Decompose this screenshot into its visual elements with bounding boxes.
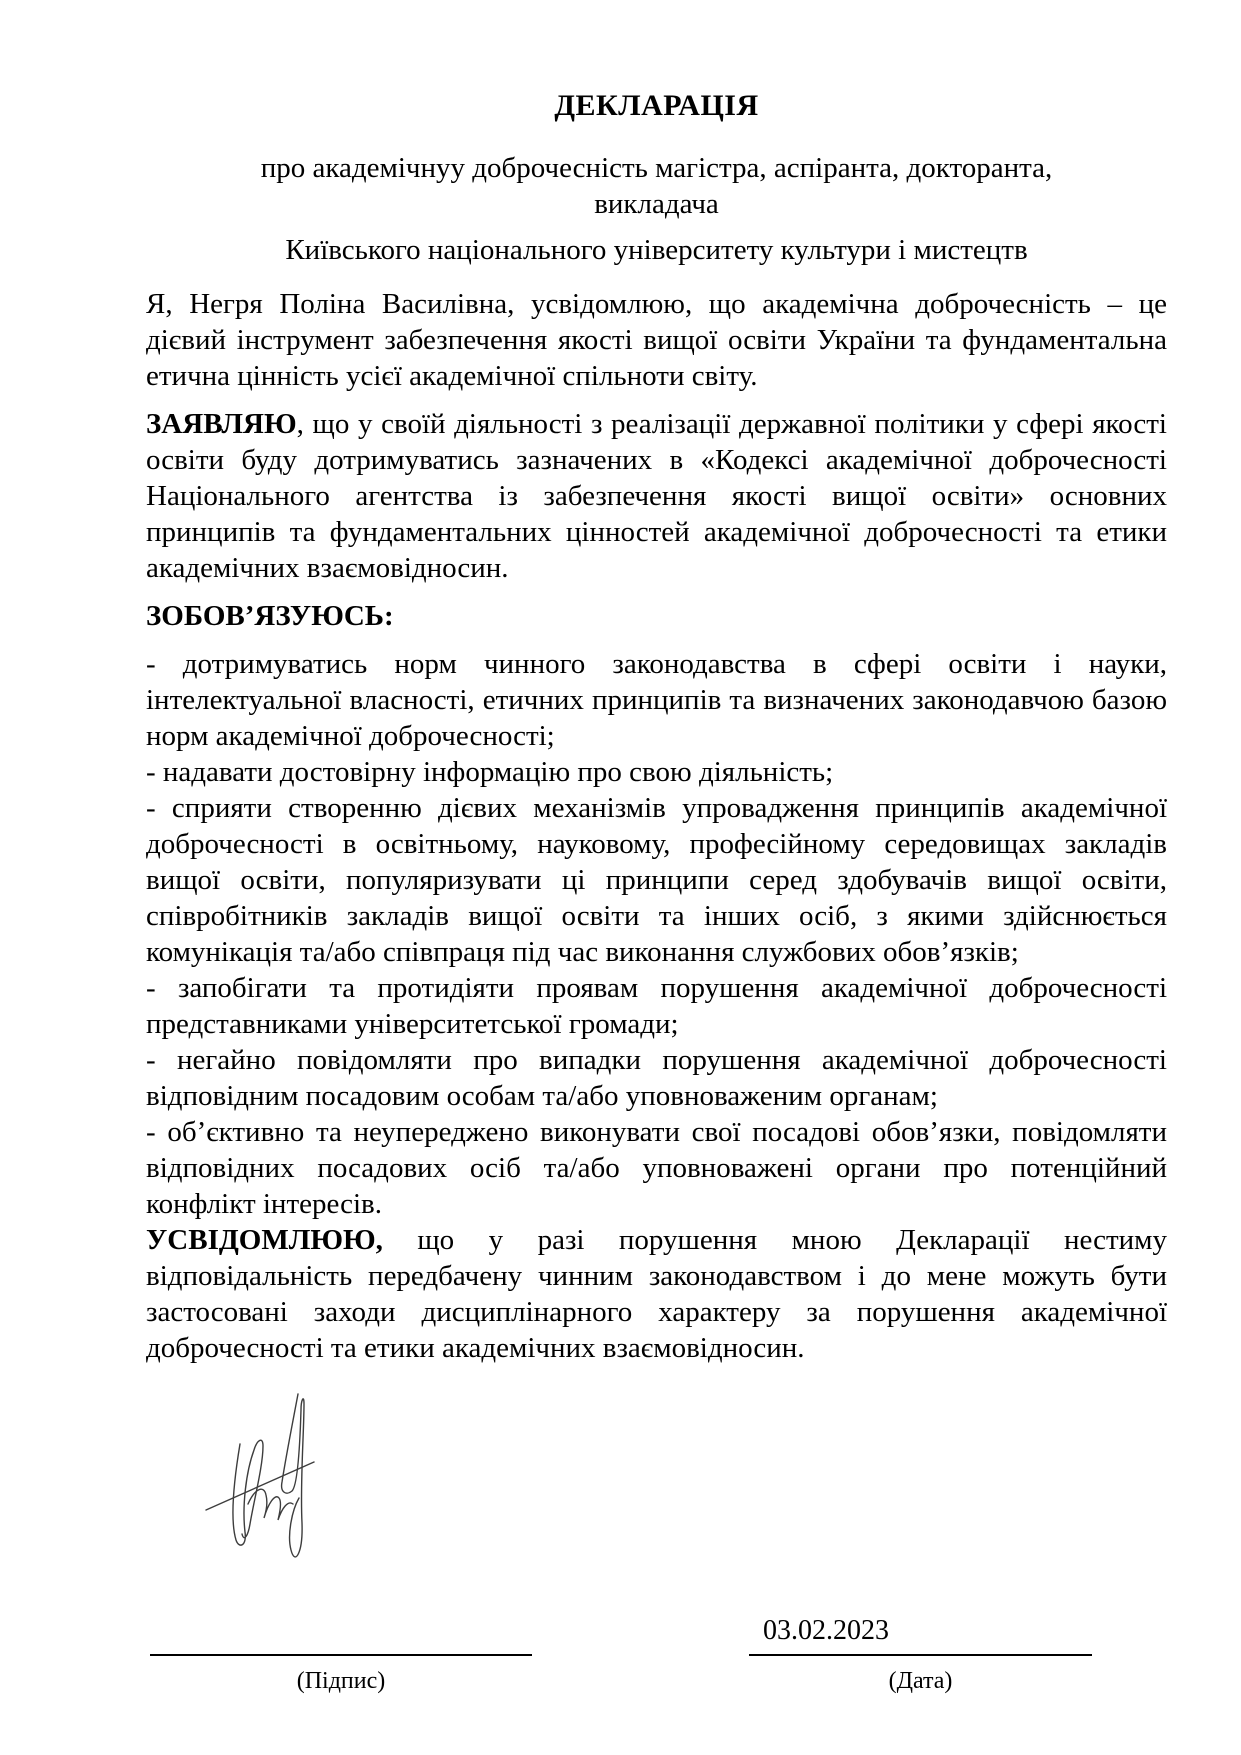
acknowledgement-paragraph xyxy=(146,1222,1167,1366)
obligation-item: - дотримуватись норм чинного законодавства в сфері освіти і науки, інтелектуальної власності, етичних принципів та визначених законодавчою базою норм академічної доброчесності; xyxy=(146,648,1167,752)
signature-line xyxy=(150,1654,532,1656)
obligation-item: - надавати достовірну інформацію про свою діяльність; xyxy=(146,756,834,788)
declare-paragraph xyxy=(146,406,1167,586)
obligation-item: - запобігати та протидіяти проявам порушення академічної доброчесності представниками університетської громади; xyxy=(146,972,1167,1040)
obligation-item: - сприяти створенню дієвих механізмів упровадження принципів академічної доброчесності в освітньому, науковому, професійному середовищах закладів вищої освіти, популяризувати ці принципи серед здобувачів вищої освіти, співробітників закладів вищої освіти та інших осіб, з якими здійснюється комунікація та/або співпраця під час виконання службових обов’язків; xyxy=(146,792,1167,968)
date-value: 03.02.2023 xyxy=(763,1615,889,1646)
intro-paragraph: Я, Негря Поліна Василівна, усвідомлюю, що академічна доброчесність – це дієвий інструмент забезпечення якості вищої освіти України та фундаментальна етична цінність усієї академічної спільноти світу. xyxy=(146,288,1167,392)
declare-text: , що у своїй діяльності з реалізації державної політики у сфері якості освіти буду дотримуватись зазначених в «Кодексі академічної доброчесності Національного агентства із забезпечення якості вищої освіти» основних принципів та фундаментальних цінностей академічної доброчесності та етики академічних взаємовідносин. xyxy=(146,408,1167,584)
obligation-item: - об’єктивно та неупереджено виконувати свої посадові обов’язки, повідомляти відповідних посадових осіб та/або уповноважені органи про потенційний конфлікт інтересів. xyxy=(146,1116,1167,1220)
acknowledgement-text: що у разі порушення мною Декларації нестиму відповідальність передбачену чинним законодавством і до мене можуть бути застосовані заходи дисциплінарного характеру за порушення академічної доброчесності та етики академічних взаємовідносин. xyxy=(146,1224,1167,1364)
signature-block xyxy=(0,1610,1241,1730)
handwritten-signature-image xyxy=(200,1388,340,1588)
subtitle-line-1: про академічнуу доброчесність магістра, аспіранта, докторанта, xyxy=(260,152,1053,184)
signature-label: (Підпис) xyxy=(296,1668,386,1694)
document-title: ДЕКЛАРАЦІЯ xyxy=(554,89,759,122)
date-label: (Дата) xyxy=(888,1668,953,1694)
obligation-item: - негайно повідомляти про випадки порушення академічної доброчесності відповідним посадовим особам та/або уповноваженим органам; xyxy=(146,1044,1167,1112)
signature-column xyxy=(150,1610,532,1720)
obligations-heading: ЗОБОВ’ЯЗУЮСЬ: xyxy=(146,600,394,632)
university-name: Київського національного університету культури і мистецтв xyxy=(285,234,1028,266)
acknowledgement-lead: УСВІДОМЛЮЮ, xyxy=(146,1224,383,1256)
date-column xyxy=(749,1610,1092,1720)
subtitle-line-2: викладача xyxy=(594,188,719,220)
date-line xyxy=(749,1654,1092,1656)
document-subtitle xyxy=(146,150,1167,222)
declare-lead: ЗАЯВЛЯЮ xyxy=(146,408,297,440)
signature-strokes xyxy=(200,1388,340,1588)
